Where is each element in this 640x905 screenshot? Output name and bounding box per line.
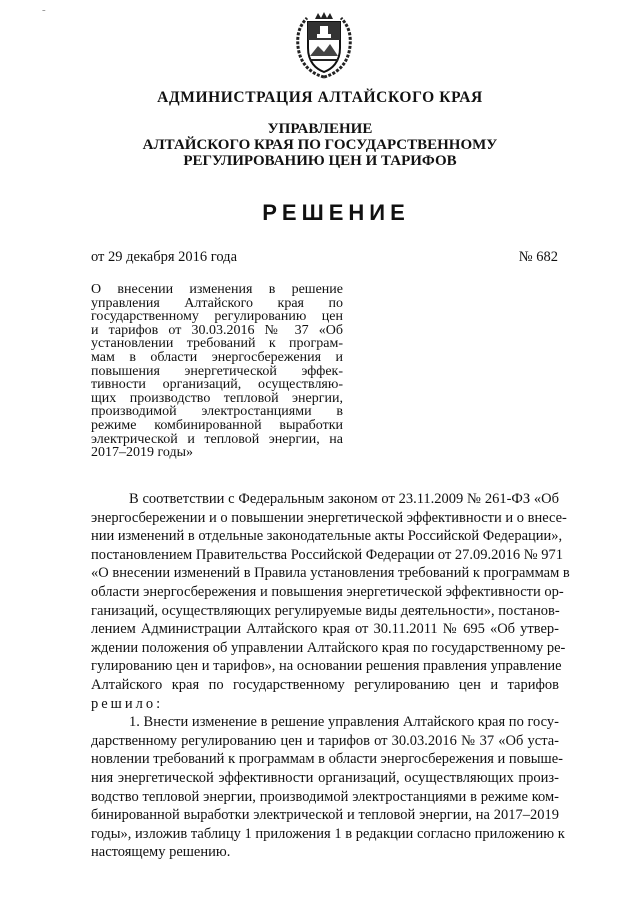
- body-line: «О внесении изменений в Правила установления требований к программам в: [91, 565, 570, 582]
- body-line: гулированию цен и тарифов», на основании решения правления управление: [91, 658, 562, 675]
- body-line: нии изменений в отдельные законодательные акты Российской Федерации»,: [91, 528, 563, 545]
- body-line: ганизаций, осуществляющих регулируемые виды деятельности», постанов-: [91, 602, 560, 619]
- body-line: ния энергетической эффективности организаций, осуществляющих произ-: [91, 769, 559, 786]
- department-line: РЕГУЛИРОВАНИЮ ЦЕН И ТАРИФОВ: [183, 153, 457, 169]
- subject-line: установлении требований к програм-: [91, 336, 343, 352]
- document-date: от 29 декабря 2016 года: [91, 249, 237, 265]
- body-line: Алтайского края по государственному регулированию цен и тарифов: [91, 676, 559, 693]
- department-line: УПРАВЛЕНИЕ: [267, 121, 373, 137]
- subject-line: 2017–2019 годы»: [91, 445, 194, 461]
- body-line: бинированной выработки электрической и тепловой энергии, на 2017–2019: [91, 807, 559, 824]
- subject-line: государственному регулированию цен: [91, 309, 343, 325]
- document-type: РЕШЕНИЕ: [262, 200, 410, 225]
- body-line: водство тепловой энергии, производимой электростанциями в режиме ком-: [91, 788, 559, 805]
- body-line: ждении положения об управлении Алтайского края по государственному ре-: [91, 639, 566, 656]
- document-subject: [91, 283, 343, 460]
- page-mark: -: [42, 4, 46, 16]
- document-number: № 682: [518, 249, 558, 265]
- altai-krai-coat-of-arms-icon: [293, 10, 355, 80]
- subject-line: тивности организаций, осуществляю-: [91, 377, 343, 393]
- subject-line: управления Алтайского края по: [91, 295, 343, 311]
- subject-line: электрической и тепловой энергии, на: [91, 431, 343, 447]
- body-line: лением Администрации Алтайского края от 30.11.2011 № 695 «Об утвер-: [91, 621, 559, 638]
- document-body: [91, 490, 570, 862]
- body-line: В соответствии с Федеральным законом от 23.11.2009 № 261-ФЗ «Об: [129, 491, 559, 507]
- subject-line: производимой электростанциями в: [91, 404, 343, 420]
- subject-line: повышения энергетической эффек-: [91, 363, 343, 379]
- body-line: годы», изложив таблицу 1 приложения 1 в редакции согласно приложению к: [91, 825, 565, 842]
- department-name: [0, 121, 640, 169]
- subject-line: О внесении изменения в решение: [91, 282, 343, 297]
- body-line: новлении требований к программам в области энергосбережения и повыше-: [91, 751, 563, 768]
- body-line: постановлением Правительства Российской Федерации от 27.09.2016 № 971: [91, 546, 564, 563]
- subject-line: щих производство тепловой энергии,: [91, 390, 343, 406]
- subject-line: мам в области энергосбережения и: [91, 349, 343, 365]
- subject-line: и тарифов от 30.03.2016 № 37 «Об: [91, 322, 343, 338]
- body-line: области энергосбережения и повышения энергетической эффективности ор-: [91, 583, 564, 600]
- subject-line: режиме комбинированной выработки: [91, 417, 343, 433]
- organization-title: АДМИНИСТРАЦИЯ АЛТАЙСКОГО КРАЯ: [157, 89, 483, 106]
- body-line: дарственному регулированию цен и тарифов от 30.03.2016 № 37 «Об уста-: [91, 732, 559, 749]
- body-line: энергосбережении и о повышении энергетической эффективности и о внесе-: [91, 509, 567, 526]
- body-line: 1. Внести изменение в решение управления Алтайского края по госу-: [129, 714, 559, 731]
- body-line-resolved: решило:: [91, 695, 164, 712]
- body-line: настоящему решению.: [91, 844, 231, 861]
- department-line: АЛТАЙСКОГО КРАЯ ПО ГОСУДАРСТВЕННОМУ: [142, 137, 498, 153]
